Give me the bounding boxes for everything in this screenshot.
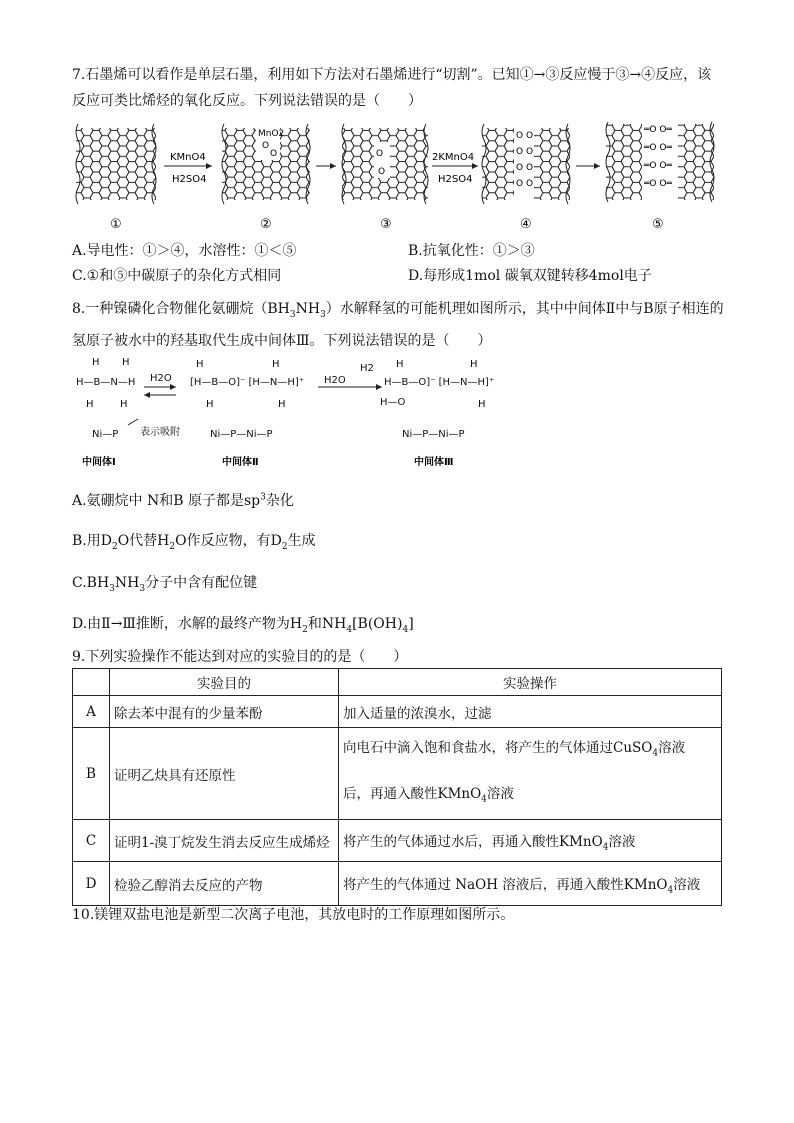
table-cell: 除去苯中混有的少量苯酚	[110, 696, 339, 728]
table-cell: 向电石中滴入饱和食盐水，将产生的气体通过CuSO$_4$溶液 后，再通入酸性KMnO$_4$溶液	[339, 728, 722, 820]
svg-text:H: H	[92, 357, 100, 368]
q8-option-c: $C.BH_3NH_3$分子中含有配位键	[72, 575, 258, 594]
table-cell: B	[73, 728, 110, 820]
svg-text:H: H	[278, 399, 286, 410]
h2o-label-1: H2O	[150, 373, 172, 384]
q7-graphene-figure	[0, 120, 794, 240]
q7-stem-line1: 7.石墨烯可以看作是单层石墨，利用如下方法对石墨烯进行“切割”。已知①→③反应慢于③→④反应，该	[72, 67, 712, 83]
svg-text:═O O═: ═O O═	[644, 125, 672, 135]
table-cell: C	[73, 820, 110, 862]
table-cell: D	[73, 862, 110, 906]
q7-option-b: B.抗氧化性：①＞③	[408, 243, 535, 259]
int2-label: 中间体Ⅱ	[222, 457, 259, 468]
table-cell: 将产生的气体通过水后，再通入酸性KMnO$_4$溶液	[339, 820, 722, 862]
svg-text:O O: O O	[516, 131, 534, 141]
label-1: ①	[110, 217, 122, 232]
svg-text:O: O	[376, 149, 384, 159]
svg-text:═O O═: ═O O═	[644, 143, 672, 153]
svg-text:═O O═: ═O O═	[644, 161, 672, 171]
svg-text:H—B—O]⁻ [H—N—H]⁺: H—B—O]⁻ [H—N—H]⁺	[384, 377, 495, 388]
table-cell: 检验乙醇消去反应的产物	[110, 862, 339, 906]
table-cell: 将产生的气体通过 NaOH 溶液后，再通入酸性KMnO$_4$溶液	[339, 862, 722, 906]
q9-stem: 9.下列实验操作不能达到对应的实验目的的是（ ）	[72, 649, 408, 665]
svg-text:H: H	[272, 359, 280, 370]
q10-stem: 10.镁锂双盐电池是新型二次离子电池，其放电时的工作原理如图所示。	[72, 907, 515, 923]
label-4: ④	[520, 217, 532, 232]
table-row	[73, 820, 722, 862]
reagent2-top: 2KMnO4	[432, 152, 475, 163]
svg-text:[H—B—O]⁻ [H—N—H]⁺: [H—B—O]⁻ [H—N—H]⁺	[190, 377, 305, 388]
svg-text:H: H	[120, 399, 128, 410]
table-row	[73, 728, 722, 820]
q8-stem-line2: 氢原子被水中的羟基取代生成中间体Ⅲ。下列说法错误的是（ ）	[72, 333, 492, 349]
table-cell: 证明1-溴丁烷发生消去反应生成烯烃	[110, 820, 339, 862]
svg-text:H—B—N—H: H—B—N—H	[76, 377, 136, 388]
q8-stem-line1: 8.一种镍磷化合物催化氨硼烷$(BH_3NH_3)$水解释氢的可能机理如图所示，其中中间体Ⅱ中与B原子相连的	[72, 301, 724, 320]
label-5: ⑤	[652, 217, 664, 232]
graphene-4	[482, 124, 570, 204]
int1-label: 中间体Ⅰ	[82, 457, 116, 468]
svg-text:Ni—P—Ni—P: Ni—P—Ni—P	[210, 429, 273, 440]
reagent1-top: KMnO4	[170, 152, 206, 163]
svg-text:H: H	[396, 359, 404, 370]
q7-option-c: C.①和⑤中碳原子的杂化方式相同	[72, 268, 282, 284]
svg-text:O: O	[378, 167, 386, 177]
svg-text:H: H	[122, 357, 130, 368]
h2o-label-2: H2O	[324, 375, 346, 386]
reagent2-bottom: H2SO4	[438, 174, 473, 185]
svg-text:H: H	[86, 399, 94, 410]
table-cell: A	[73, 696, 110, 728]
graphene-5	[606, 122, 714, 202]
graphene-1	[76, 124, 156, 204]
table-cell: 证明乙炔具有还原性	[110, 728, 339, 820]
graphene-2	[222, 124, 310, 204]
svg-text:O: O	[262, 141, 270, 151]
table-header-row	[73, 669, 722, 696]
svg-text:H: H	[196, 359, 204, 370]
adsorb-label: 表示吸附	[140, 427, 180, 438]
table-row	[73, 696, 722, 728]
table-header: 实验操作	[339, 669, 722, 696]
svg-text:═O O═: ═O O═	[644, 179, 672, 189]
label-2: ②	[260, 217, 272, 232]
svg-text:Ni—P: Ni—P	[92, 429, 119, 440]
graphene-3	[342, 124, 428, 204]
reagent1-bottom: H2SO4	[172, 174, 207, 185]
int3-label: 中间体Ⅲ	[414, 457, 454, 468]
q7-option-a: A.导电性：①＞④，水溶性：①＜⑤	[72, 243, 297, 259]
q8-option-d: D.由Ⅱ→Ⅲ推断，水解的最终产物为$H_2$和$NH_4[B(OH)_4]$	[72, 616, 414, 635]
svg-text:H: H	[478, 399, 486, 410]
q8-option-b: B.用$D_2O$代替$H_2O$作反应物，有$D_2$生成	[72, 533, 316, 552]
svg-text:O O: O O	[516, 179, 534, 189]
q9-table	[72, 668, 722, 906]
svg-text:H: H	[206, 399, 214, 410]
svg-text:H—O: H—O	[380, 397, 406, 408]
q7-stem-line2: 反应可类比烯烃的氧化反应。下列说法错误的是（ ）	[72, 93, 422, 109]
svg-text:Ni—P—Ni—P: Ni—P—Ni—P	[402, 429, 465, 440]
label-3: ③	[380, 217, 392, 232]
table-header	[73, 669, 110, 696]
svg-text:O O: O O	[516, 147, 534, 157]
q8-mechanism-figure	[0, 355, 794, 475]
h2-label: H2	[360, 363, 374, 374]
q8-option-a: A.氨硼烷中 N和B 原子都是$sp^3$杂化	[72, 492, 294, 509]
table-cell: 加入适量的浓溴水，过滤	[339, 696, 722, 728]
svg-text:O: O	[270, 149, 278, 159]
table-row	[73, 862, 722, 906]
q7-option-d: D.每形成1mol 碳氧双键转移4mol电子	[408, 268, 652, 284]
svg-text:O O: O O	[516, 163, 534, 173]
mno2-label: MnO2	[258, 129, 285, 139]
svg-text:H: H	[470, 359, 478, 370]
table-header: 实验目的	[110, 669, 339, 696]
